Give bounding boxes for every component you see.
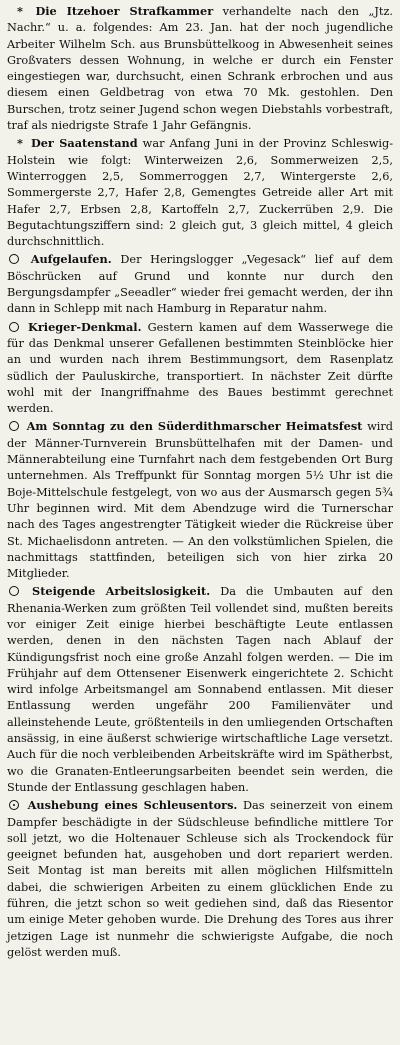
article-body: verhandelte nach den „Jtz. Nachr.“ u. a. folgendes: Am 23. Jan. hat der noch jugendliche Arbeiter Wilhelm Sch. aus Brunsbüttelkoog in Abwesenheit seines Großvaters dessen Wohnung, in welche er durch ein Fenster eingestiegen war, durchsucht, einen Schrank erbrochen und aus diesem einen Geldbetrag von etwa 70 Mk. gestohlen. Den Burschen, trotz seiner Jugend schon wegen Diebstahls vorbestraft, traf als niedrigste Strafe 1 Jahr Gefängnis. [7,5,394,133]
article-body: wird der Männer-Turnverein Brunsbüttelhafen mit der Damen- und Männerabteilung eine Turnfahrt nach dem festgebenden Ort Burg unternehmen. Als Treffpunkt für Sonntag morgen 5½ Uhr ist die Boje-Mittelschule festgelegt, von wo aus der Ausmarsch gegen 5¾ Uhr beginnen wird. Mit dem Abendzuge wird die Turnerschar nach des Tages angestrengter Tätigkeit wieder die Rückreise über St. Michaelisdonn antreten. — An den volkstümlichen Spielen, die nachmittags stattfinden, beteiligen sich von hier zirka 20 Mitglieder. [7,420,393,581]
article-heading: Die Itzehoer Strafkammer [35,4,214,18]
article-schleusentor [7,797,393,961]
article-heading: Krieger-Denkmal. [28,319,142,334]
circle-dot-marker-icon [9,800,19,810]
article-body: Gestern kamen auf dem Wasserwege die für das Denkmal unserer Gefallenen bestimmten Steinblöcke hier an und wurden nach ihrem Bestimmungsort, dem Rasenplatz südlich der Pauluskirche, transportiert. In nächster Zeit dürfte wohl mit der Inangriffnahme des Baues bestimmt gerechnet werden. [7,320,394,416]
article-aufgelaufen [7,251,393,317]
article-heading: Am Sonntag zu den Süderdithmarscher Heimatsfest [26,419,363,434]
star-marker: * [17,136,23,151]
article-heading: Aushebung eines Schleusentors. [27,798,238,813]
article-body: Das seinerzeit von einem Dampfer beschädigte in der Südschleuse befindliche mittlere Tor soll jetzt, wo die Holtenauer Schleuse sich als Trockendock für geeignet befunden hat, ausgehoben und dort repariert werden. Seit Montag ist man bereits mit allen möglichen Hilfsmitteln dabei, die schwierigen Arbeiten zu einem glücklichen Ende zu führen, die jetzt schon so weit gediehen sind, daß das Riesentor um einige Meter gehoben wurde. Die Drehung des Tores aus ihrer jetzigen Lage ist nunmehr die schwierigste Aufgabe, die noch gelöst werden muß. [7,799,394,959]
article-body: Der Heringslogger „Vegesack“ lief auf dem Böschrücken auf Grund und konnte nur durch den Bergungsdampfer „Seeadler“ wieder frei gemacht werden, der ihn dann in Schlepp mit nach Hamburg in Reparatur nahm. [7,253,394,316]
article-krieger-denkmal [7,319,393,418]
article-strafkammer [7,3,393,134]
article-heading: Der Saatenstand [30,136,138,151]
star-marker: * [17,4,23,18]
circle-marker-icon [9,322,19,332]
article-heimatsfest [7,418,393,582]
article-body: Da die Umbauten auf den Rhenania-Werken zum größten Teil vollendet sind, mußten bereits vor einiger Zeit einige hierbei beschäftigte Leute entlassen werden, denen in den nächsten Tagen nach Ablauf der Kündigungsfrist noch eine große Anzahl folgen werden. — Die im Frühjahr auf dem Ottensener Eisenwerk eingerichtete 2. Schicht wird infolge Arbeitsmangel am Sonnabend entlassen. Mit dieser Entlassung werden ungefähr 200 Familienväter und alleinstehende Leute, größtenteils in den umliegenden Ortschaften ansässig, in eine äußerst schwierige wirtschaftliche Lage versetzt. Auch für die noch verbleibenden Arbeitskräfte wird im Spätherbst, wo die Granaten-Entleerungsarbeiten beendet sein werden, die Stunde der Entlassung geschlagen haben. [7,585,393,794]
article-heading: Steigende Arbeitslosigkeit. [32,584,211,599]
circle-marker-icon [9,586,19,596]
circle-marker-icon [9,421,19,431]
article-arbeitslosigkeit [7,583,393,796]
circle-marker-icon [9,254,19,264]
article-heading: Aufgelaufen. [30,252,112,267]
article-body: war Anfang Juni in der Provinz Schleswig-Holstein wie folgt: Winterweizen 2,6, Sommerweizen 2,5, Winterroggen 2,5, Sommerroggen 2,7, Wintergerste 2,6, Sommergerste 2,7, Hafer 2,8, Gemengtes Getreide aller Art mit Hafer 2,7, Erbsen 2,8, Kartoffeln 2,7, Zuckerrüben 2,9. Die Begutachtungsziffern sind: 2 gleich gut, 3 gleich mittel, 4 gleich durchschnittlich. [7,137,394,249]
article-saatenstand [7,135,393,250]
